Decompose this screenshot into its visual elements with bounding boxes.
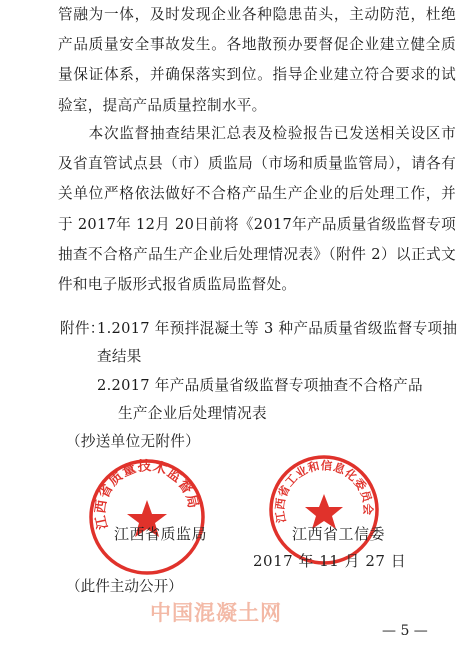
official-seal-quality-bureau	[88, 458, 206, 576]
seal-right-text: 江西省工业和信息化委员会	[272, 458, 376, 525]
signature-org-left: 江西省质监局	[114, 525, 208, 543]
signature-date: 2017 年 11 月 27 日	[253, 552, 407, 570]
body-paragraph-2: 本次监督抽查结果汇总表及检验报告已发送相关设区市及省直管试点县（市）质监局（市场和质量监管局），请各有关单位严格依法做好不合格产品生产企业的后处理工作，并于 2017年 12月 20日前将《2017年产品质量省级监督专项抽查不合格产品生产企业后处理情况表》（附件 2）以正式文件和电子版形式报省质监局监督处。	[58, 125, 456, 294]
attachments-label: 附件：	[60, 320, 105, 337]
public-disclosure-note: （此件主动公开）	[66, 578, 183, 595]
attachment-item-1: 1.2017 年预拌混凝土等 3 种产品质量省级监督专项抽	[97, 320, 458, 337]
seal-right-graphic	[268, 454, 380, 566]
attachment-item-1-continuation: 查结果	[97, 348, 142, 365]
seal-left-text: 江西省质量技术监督局	[92, 458, 202, 531]
seal-left-graphic	[88, 458, 206, 576]
page-number: — 5 —	[382, 623, 428, 639]
attachment-item-2: 2.2017 年产品质量省级监督专项抽查不合格产品	[97, 377, 423, 394]
cc-note: （抄送单位无附件）	[66, 433, 201, 450]
attachment-item-2-continuation: 生产企业后处理情况表	[118, 405, 267, 422]
body-paragraph-1: 管融为一体，及时发现企业各种隐患苗头，主动防范，杜绝产品质量安全事故发生。各地散预办要督促企业建立健全质量保证体系，并确保落实到位。指导企业建立符合要求的试验室，提高产品质量控制水平。	[58, 6, 456, 114]
official-seal-industry-commission	[268, 454, 380, 566]
signature-org-right: 江西省工信委	[292, 525, 386, 543]
site-watermark: 中国混凝土网	[150, 601, 282, 625]
